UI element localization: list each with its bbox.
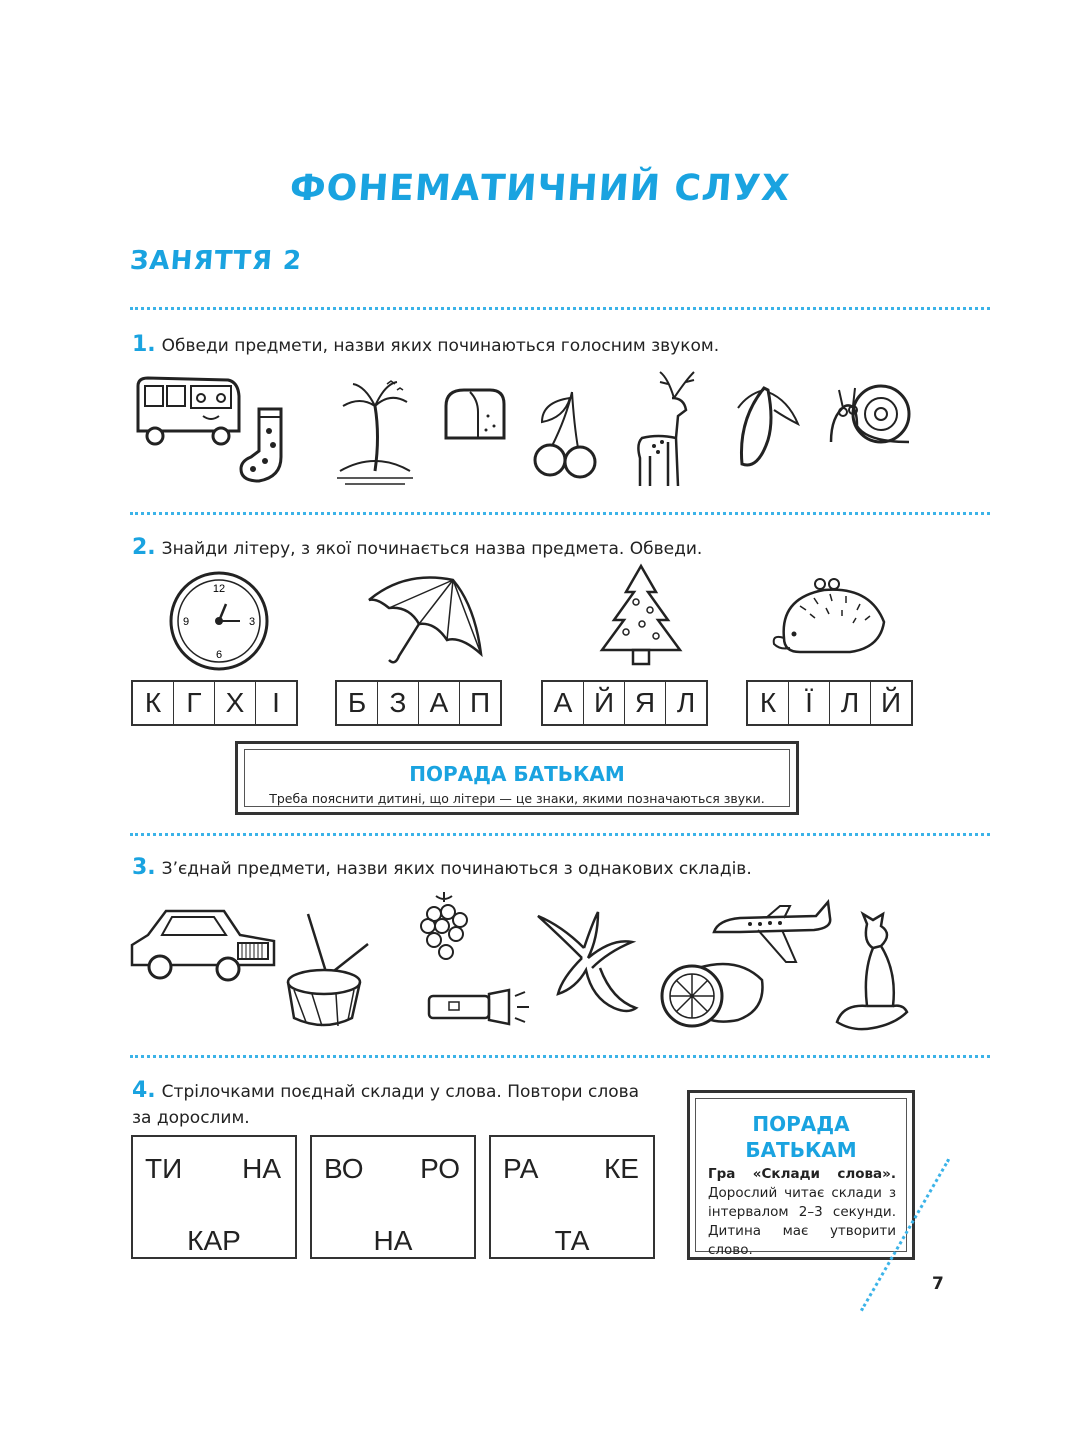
task-number: 1. — [132, 332, 156, 357]
tip-heading — [696, 1111, 906, 1163]
clock-number: 6 — [215, 649, 223, 661]
syllable[interactable]: ВО — [324, 1153, 364, 1184]
letter-group-1 — [131, 680, 298, 726]
snail-picture — [827, 376, 913, 452]
letter-cell[interactable]: Й — [584, 682, 625, 724]
letter-cell[interactable]: І — [272, 687, 280, 718]
lesson-heading: ЗАНЯТТЯ 2 — [128, 246, 304, 276]
task-text: З’єднай предмети, назви яких починаються з однакових складів. — [161, 859, 752, 879]
letter-group-4 — [746, 680, 913, 726]
deer-picture — [628, 368, 710, 492]
syllable[interactable]: НА — [242, 1153, 281, 1184]
syllable-box — [310, 1135, 476, 1259]
palm-island-picture — [335, 376, 415, 486]
raspberry-picture — [414, 888, 474, 968]
clock-number: 3 — [248, 616, 256, 628]
car-picture — [128, 905, 278, 981]
game-title: Гра «Склади слова». — [708, 1166, 896, 1182]
syllable[interactable]: РА — [503, 1153, 539, 1184]
tip-text: Треба пояснити дитині, що літери — це знаки, якими позначаються звуки. — [269, 791, 765, 806]
umbrella-picture — [365, 576, 487, 670]
tip-heading: ПОРАДА БАТЬКАМ — [409, 762, 625, 786]
task-number: 4. — [132, 1078, 156, 1103]
tip-inner-frame — [244, 749, 790, 807]
letter-cell[interactable]: А — [543, 682, 584, 724]
letter-cell[interactable]: Б — [337, 682, 378, 724]
fox-picture — [833, 912, 913, 1034]
sock-picture — [237, 405, 299, 485]
letter-group-3 — [541, 680, 708, 726]
dotted-divider — [130, 1055, 990, 1058]
task-4 — [132, 1078, 662, 1131]
syllable[interactable]: ТА — [554, 1225, 590, 1256]
syllable-box — [131, 1135, 297, 1259]
letter-cell[interactable]: К — [748, 682, 789, 724]
letter-cell[interactable]: Й — [880, 687, 902, 718]
parent-tip-box — [687, 1090, 915, 1260]
flashlight-picture — [425, 988, 531, 1030]
syllable-box — [489, 1135, 655, 1259]
syllable[interactable]: КАР — [187, 1225, 241, 1256]
page-title: ФОНЕМАТИЧНИЙ СЛУХ — [288, 168, 792, 209]
task-1 — [132, 332, 719, 357]
christmas-tree-picture — [596, 562, 686, 668]
cherry-picture — [530, 388, 602, 480]
syllable[interactable]: РО — [420, 1153, 460, 1184]
banana-picture — [728, 380, 804, 472]
bus-picture — [133, 376, 243, 446]
letter-cell[interactable]: Л — [676, 687, 696, 718]
syllable[interactable]: НА — [373, 1225, 413, 1256]
task-2 — [132, 535, 702, 560]
clock-number: 12 — [212, 583, 226, 595]
tip-body: Дорослий читає склади з інтервалом 2–3 секунди. Дитина має утворити слово. — [708, 1185, 896, 1258]
task-text: Стрілочками поєднай склади у слова. Повтори слова за дорослим. — [132, 1082, 640, 1128]
syllable[interactable]: КЕ — [604, 1153, 639, 1184]
task-text: Обведи предмети, назви яких починаються голосним звуком. — [161, 336, 720, 356]
letter-cell[interactable]: П — [469, 687, 491, 718]
tip-inner-frame — [695, 1098, 907, 1258]
drum-picture — [282, 910, 372, 1030]
letter-cell[interactable]: А — [419, 682, 460, 724]
letter-cell[interactable]: З — [378, 682, 419, 724]
letter-cell[interactable]: Х — [215, 682, 256, 724]
tip-heading-line: ПОРАДА — [752, 1112, 850, 1136]
hedgehog-picture — [770, 578, 892, 662]
clock-picture — [168, 572, 270, 672]
dotted-divider — [130, 512, 990, 515]
letter-cell[interactable]: К — [133, 682, 174, 724]
syllable[interactable]: ТИ — [145, 1153, 183, 1184]
task-number: 3. — [132, 855, 156, 880]
airplane-picture — [710, 898, 834, 966]
dotted-divider — [130, 833, 990, 836]
parent-tip-box — [235, 741, 799, 815]
letter-group-2 — [335, 680, 502, 726]
banana-peel-picture — [532, 908, 636, 1018]
bread-picture — [440, 386, 510, 444]
task-3 — [132, 855, 752, 880]
lemon-picture — [658, 958, 766, 1030]
dotted-divider — [130, 307, 990, 310]
letter-cell[interactable]: Ї — [789, 682, 830, 724]
letter-cell[interactable]: Г — [174, 682, 215, 724]
letter-cell[interactable]: Л — [830, 682, 871, 724]
task-text: Знайди літеру, з якої починається назва предмета. Обведи. — [161, 539, 703, 559]
tip-heading-line: БАТЬКАМ — [745, 1138, 857, 1162]
page-number: 7 — [932, 1274, 944, 1294]
task-number: 2. — [132, 535, 156, 560]
tip-text — [696, 1163, 906, 1260]
letter-cell[interactable]: Я — [625, 682, 666, 724]
clock-number: 9 — [182, 616, 190, 628]
